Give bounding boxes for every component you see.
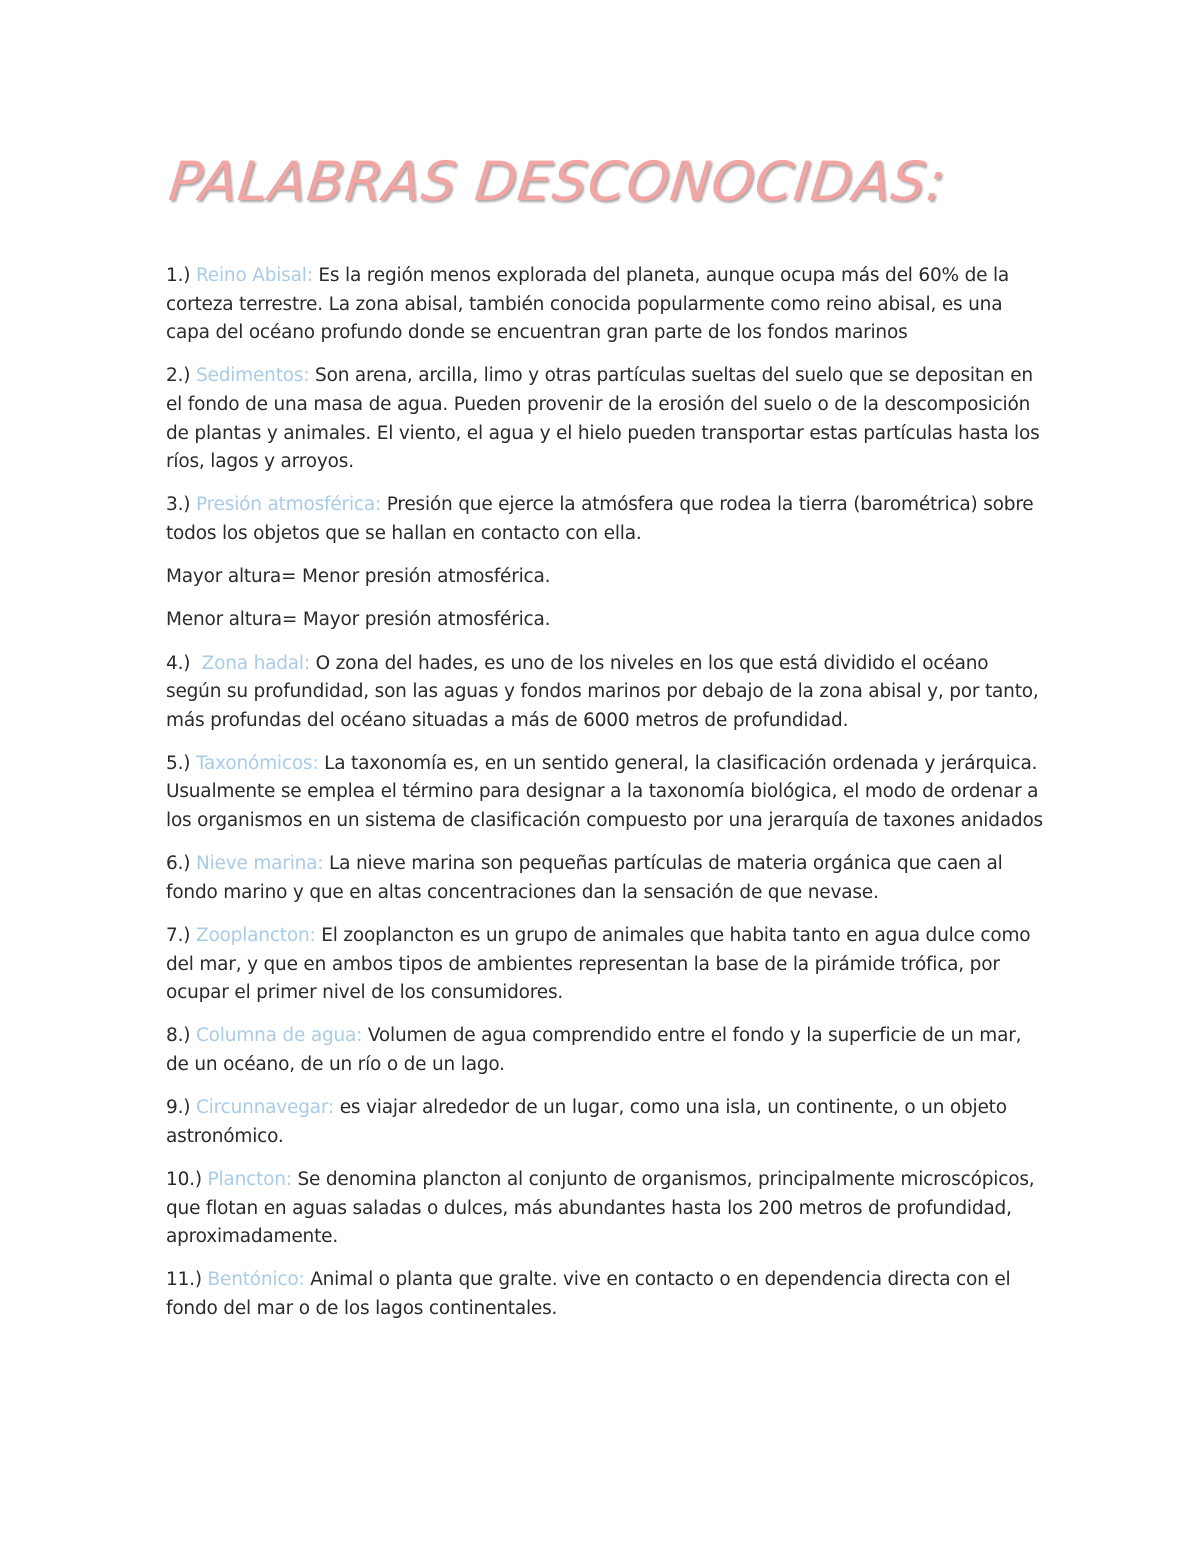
glossary-entry-9 — [166, 1094, 1046, 1151]
glossary-entry-8 — [166, 1022, 1046, 1079]
pressure-note-1: Mayor altura= Menor presión atmosférica. — [166, 566, 551, 588]
entry-definition: Es la región menos explorada del planeta, aunque ocupa más del 60% de la corteza terrestre. La zona abisal, también conocida popularmente como reino abisal, es una capa del océano profundo donde se encuentran gran parte de los fondos marinos — [166, 265, 1010, 344]
entry-definition: es viajar alrededor de un lugar, como una isla, un continente, o un objeto astronómico. — [166, 1097, 1007, 1147]
entry-definition: Presión que ejerce la atmósfera que rodea la tierra (barométrica) sobre todos los objetos que se hallan en contacto con ella. — [166, 494, 1034, 544]
glossary-entry-10 — [166, 1166, 1046, 1252]
glossary-entry-11 — [166, 1266, 1046, 1323]
entry-term: Plancton: — [207, 1168, 292, 1190]
entry-term: Reino Abisal: — [195, 265, 313, 286]
entry-definition: Animal o planta que gralte. vive en contacto o en dependencia directa con el fondo del mar o de los lagos continentales. — [166, 1269, 1011, 1319]
entry-number: 6.) — [166, 853, 191, 875]
entry-number: 8.) — [166, 1025, 191, 1047]
entry-definition: Volumen de agua comprendido entre el fondo y la superficie de un mar, de un océano, de un río o de un lago. — [166, 1025, 1022, 1075]
entry-definition: El zooplancton es un grupo de animales que habita tanto en agua dulce como del mar, y que en ambos tipos de ambientes representan la base de la pirámide trófica, por ocupar el primer nivel de los consumidores. — [166, 925, 1031, 1004]
entry-number: 1.) — [166, 265, 191, 286]
entry-term: Circunnavegar: — [195, 1097, 335, 1119]
entry-definition: La nieve marina son pequeñas partículas de materia orgánica que caen al fondo marino y que en altas concentraciones dan la sensación de que nevase. — [166, 853, 1003, 903]
entry-number: 9.) — [166, 1097, 191, 1119]
glossary-entry-6 — [166, 850, 1046, 907]
glossary-entry-1 — [166, 262, 1046, 348]
glossary-entry-2 — [166, 362, 1046, 476]
entry-number: 2.) — [166, 365, 191, 387]
entry-definition: La taxonomía es, en un sentido general, la clasificación ordenada y jerárquica. Usualmente se emplea el término para designar a la taxonomía biológica, el modo de ordenar a los organismos en un sistema de clasificación compuesto por una jerarquía de taxones anidados — [166, 752, 1043, 832]
glossary-list — [166, 262, 1046, 1338]
entry-number: 5.) — [166, 752, 191, 774]
glossary-entry-3 — [166, 491, 1046, 548]
glossary-entry-4 — [166, 650, 1046, 736]
glossary-entry-5 — [166, 750, 1046, 836]
glossary-entry-7 — [166, 922, 1046, 1008]
entry-term: Zooplancton: — [195, 925, 316, 947]
entry-term: Presión atmosférica: — [195, 494, 382, 516]
entry-definition: Son arena, arcilla, limo y otras partículas sueltas del suelo que se depositan en el fondo de una masa de agua. Pueden provenir de la erosión del suelo o de la descomposición de plantas y animales. El viento, el agua y el hielo pueden transportar estas partículas hasta los ríos, lagos y arroyos. — [166, 365, 1040, 473]
entry-number: 11.) — [166, 1269, 202, 1291]
entry-definition: O zona del hades, es uno de los niveles en los que está dividido el océano según su profundidad, son las aguas y fondos marinos por debajo de la zona abisal y, por tanto, más profundas del océano situadas a más de 6000 metros de profundidad. — [166, 652, 1039, 731]
entry-number: 7.) — [166, 925, 191, 947]
entry-term: Taxonómicos: — [195, 752, 319, 774]
entry-term: Nieve marina: — [195, 853, 324, 875]
entry-term: Sedimentos: — [195, 365, 310, 387]
entry-term: Bentónico: — [207, 1269, 305, 1291]
page-title: PALABRAS DESCONOCIDAS: — [166, 150, 950, 213]
entry-number: 4.) — [166, 652, 191, 674]
entry-term: Columna de agua: — [195, 1025, 363, 1047]
entry-number: 10.) — [166, 1168, 202, 1190]
entry-definition: Se denomina plancton al conjunto de organismos, principalmente microscópicos, que flotan en aguas saladas o dulces, más abundantes hasta los 200 metros de profundidad, aproximadamente. — [166, 1168, 1035, 1248]
entry-term: Zona hadal: — [201, 652, 310, 674]
pressure-note-2: Menor altura= Mayor presión atmosférica. — [166, 609, 551, 631]
entry-number: 3.) — [166, 494, 191, 516]
